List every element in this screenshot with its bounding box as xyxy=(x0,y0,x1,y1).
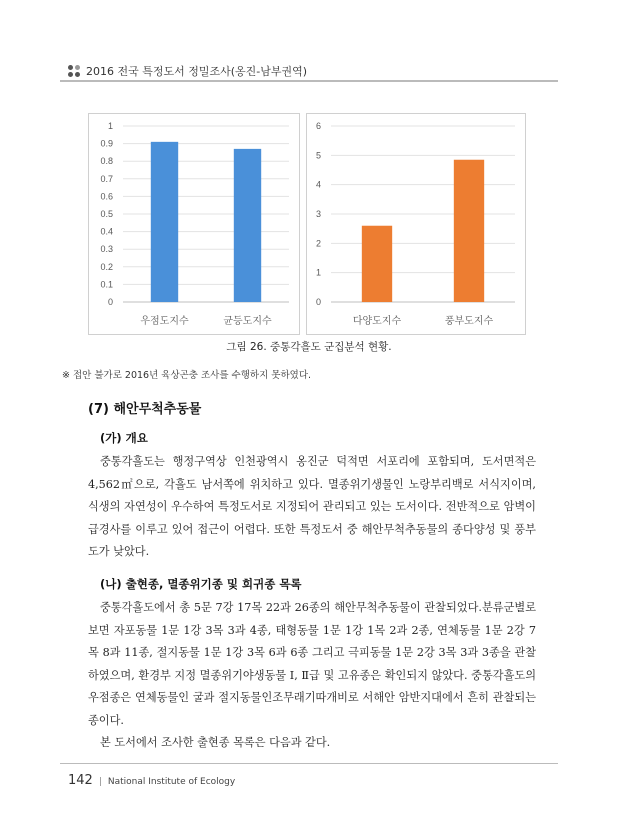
footer-organization: National Institute of Ecology xyxy=(107,777,236,787)
category-label: 우점도지수 xyxy=(140,316,189,327)
y-tick-label: 6 xyxy=(315,121,321,131)
category-label: 균등도지수 xyxy=(223,316,272,327)
paragraph-overview: 중통각흘도는 행정구역상 인천광역시 옹진군 덕적면 서포리에 포함되며, 도서면적은 4,562㎡으로, 각흘도 남서쪽에 위치하고 있다. 멸종위기생물인 노랑부리백로 서식지이며, 식생의 자연성이 우수하여 특정도서로 지정되어 관리되고 있는 도서이다. 전반적으로 암벽이 급경사를 이루고 있어 접근이 어렵다. 또한 특정도서 중 해안무척추동물의 종다양성 및 풍부도가 낮았다. xyxy=(88,455,536,559)
y-tick-label: 0.3 xyxy=(100,244,113,255)
bar xyxy=(362,226,392,302)
y-tick-label: 4 xyxy=(315,179,321,190)
footer-divider xyxy=(60,763,558,764)
y-tick-label: 2 xyxy=(315,238,321,249)
y-tick-label: 1 xyxy=(315,267,321,278)
category-label: 다양도지수 xyxy=(352,316,402,327)
subsection-title-species: (나) 출현종, 멸종위기종 및 희귀종 목록 xyxy=(100,577,302,591)
bar xyxy=(151,142,178,302)
figure-caption: 그림 26. 중통각흘도 군집분석 현황. xyxy=(226,341,392,353)
paragraph-species: 중통각흘도에서 총 5문 7강 17목 22과 26종의 해안무척추동물이 관찰되었다.분류군별로 보면 자포동물 1문 1강 3목 3과 4종, 태형동물 1문 1강 1목 2과 2종, 연체동물 1문 2강 7목 8과 11종, 절지동물 1문 1강 3목 6과 6종 그리고 극피동물 1문 2강 3목 3과 3종을 관찰하였으며, 환경부 지정 멸종위기야생동물 Ⅰ, Ⅱ급 및 고유종은 확인되지 않았다. 중통각흘도의 우점종은 연체동물인 굴과 절지동물인조무래기따개비로 서해안 암반지대에서 흔히 관찰되는 종이다. xyxy=(88,601,536,727)
footer-separator: | xyxy=(98,777,102,787)
y-tick-label: 0.7 xyxy=(100,173,113,184)
y-tick-label: 0 xyxy=(107,297,113,307)
note-text: ※ 접안 불가로 2016년 육상곤충 조사를 수행하지 못하였다. xyxy=(62,370,312,381)
y-tick-label: 3 xyxy=(315,209,321,219)
running-header-title: 2016 전국 특정도서 정밀조사(옹진-남부권역) xyxy=(86,65,308,78)
y-tick-label: 1 xyxy=(107,121,113,131)
running-header xyxy=(68,63,307,79)
chart-dominance-evenness xyxy=(88,113,300,335)
y-tick-label: 0.5 xyxy=(100,209,113,219)
section-title: (7) 해안무척추동물 xyxy=(88,402,202,417)
bullet-dots-icon xyxy=(68,65,80,77)
y-tick-label: 0.1 xyxy=(100,279,113,290)
bar xyxy=(454,160,484,302)
chart-diversity-richness xyxy=(306,113,526,335)
category-label: 풍부도지수 xyxy=(444,316,494,327)
y-tick-label: 0.8 xyxy=(100,156,113,167)
y-tick-label: 0.4 xyxy=(100,226,113,237)
page-number: 142 xyxy=(68,773,93,788)
y-tick-label: 0.6 xyxy=(100,191,113,202)
y-tick-label: 0.2 xyxy=(100,261,113,272)
paragraph-list-intro: 본 도서에서 조사한 출현종 목록은 다음과 같다. xyxy=(100,736,331,749)
y-tick-label: 0 xyxy=(315,297,321,307)
y-tick-label: 0.9 xyxy=(100,138,113,149)
page-footer xyxy=(68,773,235,788)
bar xyxy=(234,149,261,302)
subsection-title-overview: (가) 개요 xyxy=(100,431,148,445)
header-divider xyxy=(60,80,558,82)
y-tick-label: 5 xyxy=(315,150,321,161)
